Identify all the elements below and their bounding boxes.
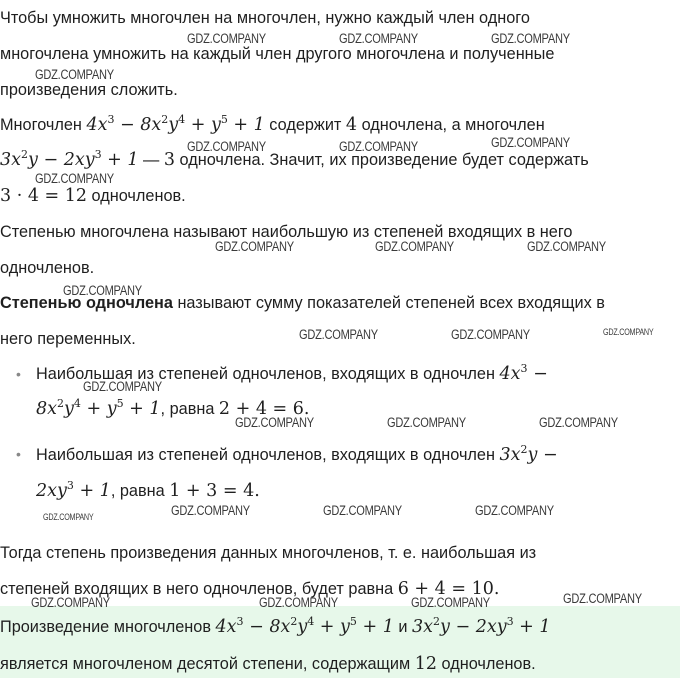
watermark: GDZ.COMPANY: [475, 503, 554, 518]
watermark: GDZ.COMPANY: [187, 31, 266, 46]
p2-line-3: 3 · 4 = 12 одночленов.: [0, 186, 186, 206]
intro-line-1: Чтобы умножить многочлен на многочлен, нужно каждый член одного: [0, 9, 530, 27]
p4-line-2: него переменных.: [0, 330, 136, 348]
watermark: GDZ.COMPANY: [339, 31, 418, 46]
bullet-2-line-2: $2xy^3 + 1$, равна 1 + 3 = 4.: [36, 479, 260, 501]
watermark: GDZ.COMPANY: [259, 595, 338, 610]
p4-line-1: Степенью одночлена называют сумму показателей степеней всех входящих в: [0, 294, 605, 312]
watermark: GDZ.COMPANY: [491, 31, 570, 46]
watermark: GDZ.COMPANY: [323, 503, 402, 518]
p6-line-1: Произведение многочленов $4x^3 - 8x^2y^4 + y^5 + 1$ и $3x^2y - 2xy^3 + 1$: [0, 615, 551, 637]
watermark: GDZ.COMPANY: [171, 503, 250, 518]
p2-line-1: Многочлен $4x^3 - 8x^2y^4 + y^5 + 1$ содержит 4 одночлена, а многочлен: [0, 113, 545, 135]
watermark: GDZ.COMPANY: [187, 139, 266, 154]
intro-line-3: произведения сложить.: [0, 81, 178, 99]
watermark: GDZ.COMPANY: [339, 139, 418, 154]
bullet-dot: •: [16, 366, 21, 382]
p3-line-1: Степенью многочлена называют наибольшую из степеней входящих в него: [0, 223, 573, 241]
watermark: GDZ.COMPANY: [31, 595, 110, 610]
watermark: GDZ.COMPANY: [43, 512, 94, 522]
watermark: GDZ.COMPANY: [563, 591, 642, 606]
watermark: GDZ.COMPANY: [491, 135, 570, 150]
watermark: GDZ.COMPANY: [411, 595, 490, 610]
watermark: GDZ.COMPANY: [35, 67, 114, 82]
p6-line-2: является многочленом десятой степени, содержащим 12 одночленов.: [0, 654, 536, 674]
watermark: GDZ.COMPANY: [63, 283, 142, 298]
intro-line-2: многочлена умножить на каждый член другого многочлена и полученные: [0, 45, 555, 63]
bullet-1-line-2: $8x^2y^4 + y^5 + 1$, равна 2 + 4 = 6.: [36, 397, 310, 419]
watermark: GDZ.COMPANY: [83, 379, 162, 394]
p2-line-2: $3x^2y - 2xy^3 + 1$ — 3 одночлена. Значит, их произведение будет содержать: [0, 148, 589, 170]
watermark: GDZ.COMPANY: [215, 239, 294, 254]
watermark: GDZ.COMPANY: [299, 327, 378, 342]
bullet-dot: •: [16, 446, 21, 462]
watermark: GDZ.COMPANY: [235, 415, 314, 430]
watermark: GDZ.COMPANY: [451, 327, 530, 342]
watermark: GDZ.COMPANY: [35, 171, 114, 186]
bullet-1-line-1: Наибольшая из степеней одночленов, входящих в одночлен $4x^3$ −: [36, 362, 548, 384]
watermark: GDZ.COMPANY: [375, 239, 454, 254]
watermark: GDZ.COMPANY: [387, 415, 466, 430]
bullet-2-line-1: Наибольшая из степеней одночленов, входящих в одночлен $3x^2y$ −: [36, 443, 558, 465]
watermark: GDZ.COMPANY: [539, 415, 618, 430]
p3-line-2: одночленов.: [0, 259, 95, 277]
p5-line-2: степеней входящих в него одночленов, будет равна 6 + 4 = 10.: [0, 579, 500, 599]
term-bold: Степенью одночлена: [0, 294, 173, 312]
p5-line-1: Тогда степень произведения данных многочленов, т. е. наибольшая из: [0, 544, 537, 562]
watermark: GDZ.COMPANY: [527, 239, 606, 254]
watermark: GDZ.COMPANY: [603, 327, 654, 337]
